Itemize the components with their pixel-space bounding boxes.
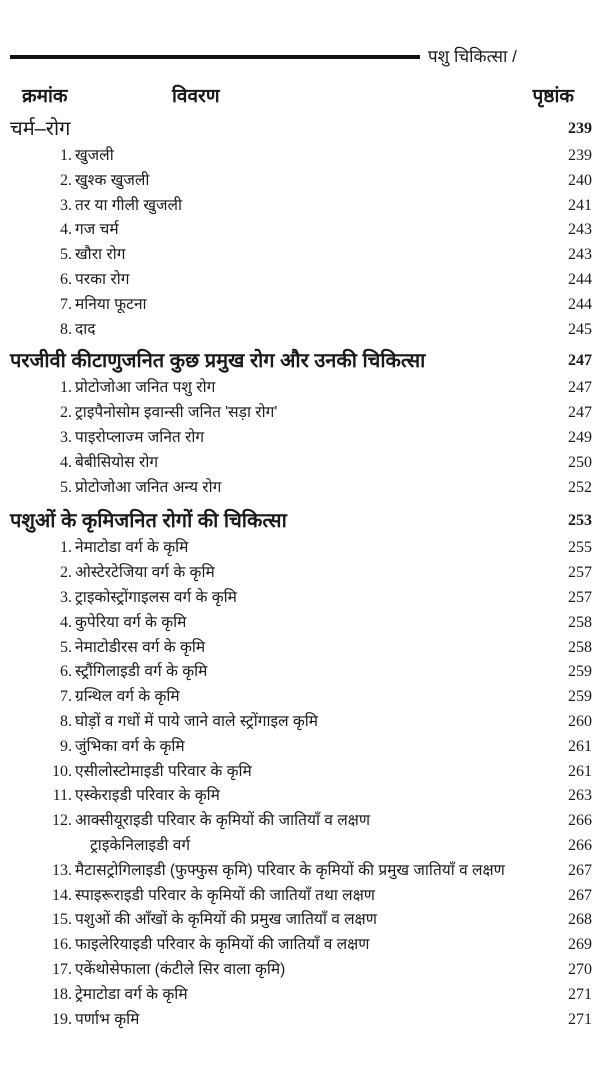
toc-entry <box>0 268 600 293</box>
section-page: 247 <box>568 352 592 370</box>
entry-title: प्रोटोजोआ जनित अन्य रोग <box>75 478 222 496</box>
section-heading <box>0 346 600 376</box>
entry-title: ट्राइकोस्ट्रोंगाइलस वर्ग के कृमि <box>75 588 237 606</box>
section-heading <box>0 114 600 144</box>
entry-title: तर या गीली खुजली <box>75 196 183 214</box>
entry-title: परका रोग <box>75 270 130 288</box>
entry-page: 259 <box>568 688 592 706</box>
toc-entry <box>0 451 600 476</box>
toc-entry <box>0 586 600 611</box>
entry-page: 261 <box>568 737 592 755</box>
entry-title: स्पाइरूराइडी परिवार के कृमियों की जातियाँ तथा लक्षण <box>75 886 376 904</box>
entry-number: 16. <box>52 936 72 954</box>
toc-entry <box>0 536 600 561</box>
table-of-contents <box>0 114 600 1032</box>
entry-page: 266 <box>568 812 592 830</box>
toc-entry <box>0 243 600 268</box>
toc-entry <box>0 859 600 884</box>
toc-entry <box>0 933 600 958</box>
entry-number: 3. <box>60 428 72 446</box>
entry-title: फाइलेरियाइडी परिवार के कृमियों की जातियाँ व लक्षण <box>75 936 370 954</box>
toc-entry <box>0 884 600 909</box>
entry-page: 243 <box>568 221 592 239</box>
entry-number: 2. <box>60 564 72 582</box>
entry-number: 13. <box>52 861 72 879</box>
entry-number: 5. <box>60 246 72 264</box>
entry-number: 1. <box>60 147 72 164</box>
section-page: 239 <box>568 120 592 137</box>
entry-page: 244 <box>568 270 592 288</box>
entry-page: 258 <box>568 638 592 656</box>
entry-number: 6. <box>60 270 72 288</box>
entry-page: 244 <box>568 295 592 313</box>
entry-number: 7. <box>60 688 72 706</box>
toc-entry <box>0 636 600 661</box>
toc-entry <box>0 908 600 933</box>
section-title: पशुओं के कृमिजनित रोगों की चिकित्सा <box>10 510 287 533</box>
entry-title: खुजली <box>75 147 114 164</box>
toc-entry <box>0 685 600 710</box>
entry-title: ओस्टेरटेजिया वर्ग के कृमि <box>75 564 215 582</box>
entry-title: ट्राइपैनोसोम इवान्सी जनित 'सड़ा रोग' <box>75 404 278 422</box>
entry-title: ट्राइकेनिलाइडी वर्ग <box>90 836 191 854</box>
section-title: परजीवी कीटाणुजनित कुछ प्रमुख रोग और उनकी चिकित्सा <box>10 350 426 373</box>
entry-number: 7. <box>60 295 72 313</box>
entry-page: 263 <box>568 787 592 805</box>
toc-entry <box>0 735 600 760</box>
entry-number: 3. <box>60 196 72 214</box>
running-head: पशु चिकित्सा / <box>428 47 517 66</box>
toc-entry <box>0 809 600 834</box>
entry-page: 259 <box>568 663 592 681</box>
entry-number: 11. <box>52 787 72 805</box>
entry-page: 241 <box>568 196 592 214</box>
entry-title: एकेंथोसेफाला (कंटीले सिर वाला कृमि) <box>75 960 286 978</box>
entry-page: 250 <box>568 453 592 471</box>
toc-entry <box>0 318 600 343</box>
entry-title: मनिया फूटना <box>75 295 147 313</box>
entry-page: 257 <box>568 588 592 606</box>
entry-number: 14. <box>52 886 72 904</box>
entry-title: जुंभिका वर्ग के कृमि <box>75 737 185 755</box>
column-header-page: पृष्ठांक <box>532 86 574 107</box>
entry-page: 252 <box>568 478 592 496</box>
toc-entry <box>0 476 600 501</box>
entry-number: 5. <box>60 478 72 496</box>
entry-page: 257 <box>568 564 592 582</box>
entry-title: दाद <box>75 320 96 338</box>
toc-entry <box>0 194 600 219</box>
entry-number: 12. <box>52 812 72 830</box>
entry-title: प्रोटोजोआ जनित पशु रोग <box>75 379 216 397</box>
entry-title: घोड़ों व गधों में पाये जाने वाले स्ट्रोंगाइल कृमि <box>75 712 319 730</box>
entry-page: 247 <box>568 404 592 422</box>
entry-title: पर्णाभ कृमि <box>75 1010 140 1028</box>
entry-title: आक्सीयूराइडी परिवार के कृमियों की जातियाँ व लक्षण <box>75 812 371 830</box>
entry-number: 19. <box>52 1010 72 1028</box>
toc-entry <box>0 1008 600 1033</box>
toc-entry <box>0 426 600 451</box>
entry-title: बेबीसियोस रोग <box>75 453 159 471</box>
toc-entry <box>0 784 600 809</box>
entry-page: 247 <box>568 379 592 397</box>
entry-number: 8. <box>60 712 72 730</box>
entry-number: 5. <box>60 638 72 656</box>
entry-page: 260 <box>568 712 592 730</box>
toc-entry <box>0 561 600 586</box>
toc-entry <box>0 218 600 243</box>
entry-number: 18. <box>52 985 72 1003</box>
entry-page: 266 <box>568 836 592 854</box>
entry-title: एसीलोस्टोमाइडी परिवार के कृमि <box>75 762 252 780</box>
entry-title: नेमाटोडीरस वर्ग के कृमि <box>75 638 206 656</box>
entry-title: गज चर्म <box>75 221 119 239</box>
entry-title: पशुओं की आँखों के कृमियों की प्रमुख जातियाँ व लक्षण <box>75 911 377 929</box>
column-header-serial: क्रमांक <box>22 86 68 107</box>
toc-entry <box>0 169 600 194</box>
section-page: 253 <box>568 512 592 530</box>
entry-number: 2. <box>60 404 72 422</box>
entry-number: 10. <box>52 762 72 780</box>
entry-title: ग्रन्थिल वर्ग के कृमि <box>75 688 180 706</box>
entry-page: 271 <box>568 985 592 1003</box>
entry-page: 270 <box>568 960 592 978</box>
entry-number: 8. <box>60 320 72 338</box>
header-rule <box>10 55 420 59</box>
entry-number: 17. <box>52 960 72 978</box>
entry-title: कुपेरिया वर्ग के कृमि <box>75 613 187 631</box>
entry-page: 269 <box>568 936 592 954</box>
entry-page: 268 <box>568 911 592 929</box>
entry-page: 267 <box>568 861 592 879</box>
entry-number: 2. <box>60 171 72 189</box>
entry-number: 1. <box>60 379 72 397</box>
toc-entry <box>0 144 600 169</box>
entry-page: 255 <box>568 539 592 557</box>
toc-entry <box>0 401 600 426</box>
entry-page: 258 <box>568 613 592 631</box>
section-title: चर्म–रोग <box>10 118 71 140</box>
toc-entry <box>0 834 600 859</box>
entry-page: 243 <box>568 246 592 264</box>
entry-title: स्ट्रौंगिलाइडी वर्ग के कृमि <box>75 663 208 681</box>
entry-page: 240 <box>568 171 592 189</box>
toc-entry <box>0 958 600 983</box>
entry-number: 4. <box>60 453 72 471</box>
entry-title: खुश्क खुजली <box>75 171 150 189</box>
entry-title: मैटासट्रोगिलाइडी (फुफ्फुस कृमि) परिवार के कृमियों की प्रमुख जातियाँ व लक्षण <box>75 861 505 879</box>
entry-number: 6. <box>60 663 72 681</box>
column-header-description: विवरण <box>172 86 220 107</box>
entry-page: 239 <box>568 147 592 164</box>
entry-page: 271 <box>568 1010 592 1028</box>
entry-page: 249 <box>568 428 592 446</box>
section-heading <box>0 506 600 536</box>
entry-number: 15. <box>52 911 72 929</box>
toc-entry <box>0 710 600 735</box>
entry-page: 267 <box>568 886 592 904</box>
entry-number: 4. <box>60 613 72 631</box>
toc-entry <box>0 611 600 636</box>
entry-number: 3. <box>60 588 72 606</box>
entry-title: पाइरोप्लाज्म जनित रोग <box>75 428 205 446</box>
toc-entry <box>0 293 600 318</box>
entry-number: 9. <box>60 737 72 755</box>
toc-entry <box>0 983 600 1008</box>
entry-title: एस्केराइडी परिवार के कृमि <box>75 787 220 805</box>
toc-entry <box>0 376 600 401</box>
toc-entry <box>0 660 600 685</box>
entry-number: 1. <box>60 539 72 557</box>
toc-entry <box>0 760 600 785</box>
entry-number: 4. <box>60 221 72 239</box>
entry-title: खौरा रोग <box>75 246 126 264</box>
entry-title: ट्रेमाटोडा वर्ग के कृमि <box>75 985 188 1003</box>
entry-page: 245 <box>568 320 592 338</box>
entry-title: नेमाटोडा वर्ग के कृमि <box>75 539 189 557</box>
entry-page: 261 <box>568 762 592 780</box>
